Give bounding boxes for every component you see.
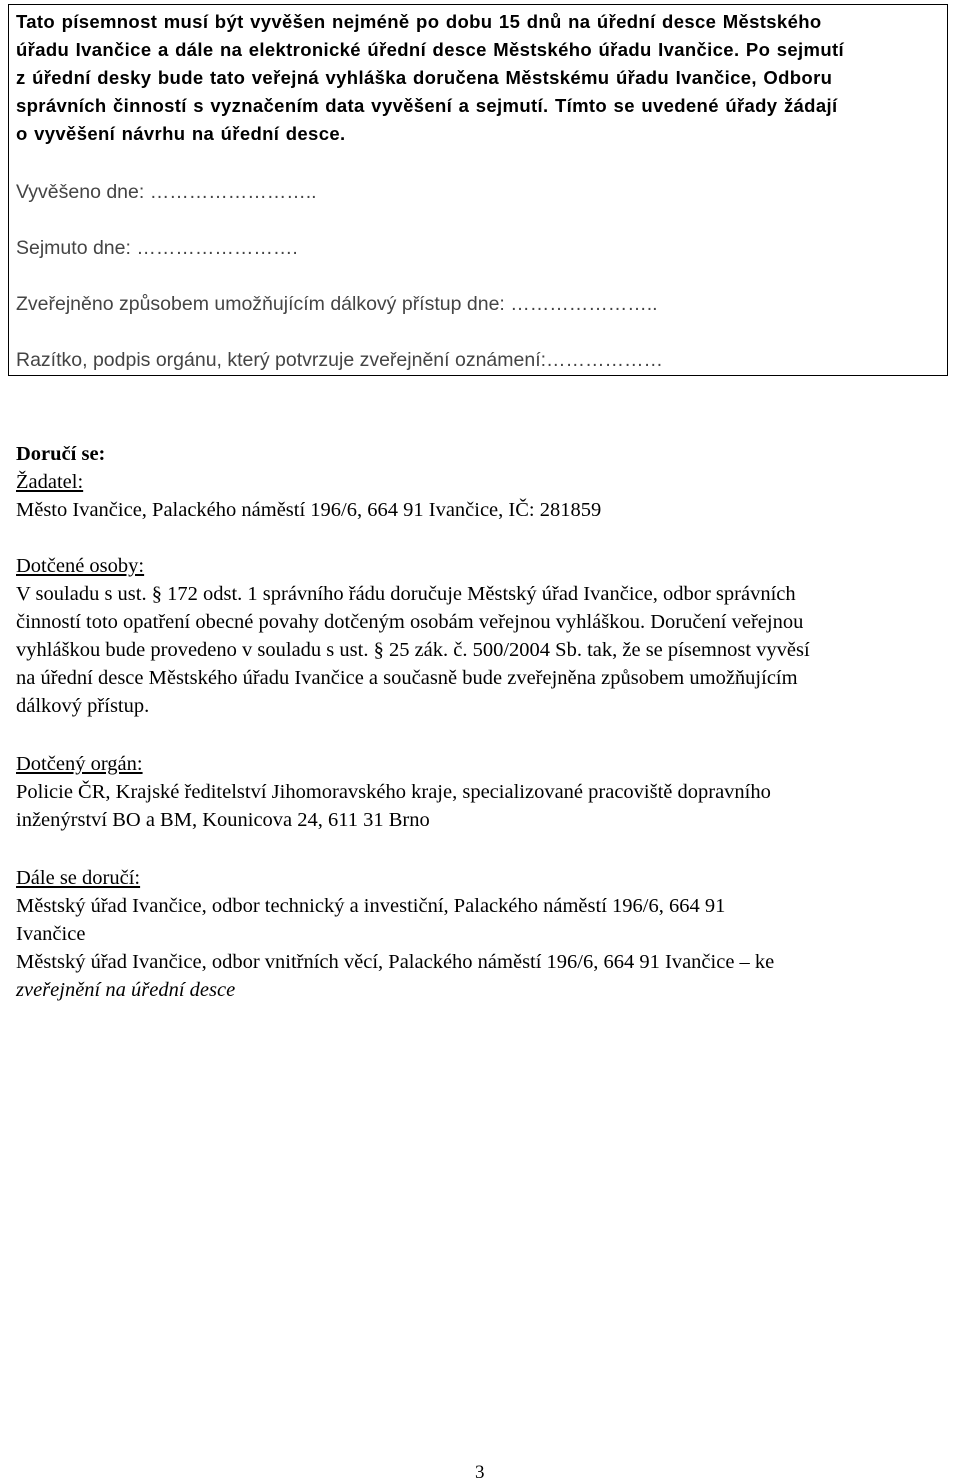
authority-line: inženýrství BO a BM, Kounicova 24, 611 31 Brno [16, 809, 430, 831]
further-italic-line: zveřejnění na úřední desce [16, 979, 236, 1001]
further-line: Městský úřad Ivančice, odbor vnitřních věcí, Palackého náměstí 196/6, 664 91 Ivančice – ke [16, 951, 775, 973]
delivery-heading: Doručí se: [16, 443, 106, 465]
notice-line: Tato písemnost musí být vyvěšen nejméně po dobu 15 dnů na úřední desce Městského [16, 11, 822, 32]
page-number: 3 [475, 1462, 485, 1483]
notice-text [16, 8, 946, 148]
stamp-signature-field: Razítko, podpis orgánu, který potvrzuje zveřejnění oznámení:……………… [16, 349, 664, 371]
affected-label: Dotčené osoby: [16, 555, 145, 577]
further-line: Ivančice [16, 923, 86, 945]
affected-persons-section [16, 552, 956, 720]
delivery-section [16, 440, 956, 524]
applicant-label: Žadatel: [16, 471, 84, 493]
notice-line: z úřední desky bude tato veřejná vyhláška doručena Městskému úřadu Ivančice, Odboru [16, 67, 833, 88]
notice-line: úřadu Ivančice a dále na elektronické úřední desce Městského úřadu Ivančice. Po sejmutí [16, 39, 844, 60]
notice-line: o vyvěšení návrhu na úřední desce. [16, 123, 346, 144]
notice-line: správních činností s vyznačením data vyvěšení a sejmutí. Tímto se uvedené úřady žádají [16, 95, 838, 116]
authority-line: Policie ČR, Krajské ředitelství Jihomoravského kraje, specializované pracoviště dopravního [16, 781, 771, 803]
further-label: Dále se doručí: [16, 867, 141, 889]
further-delivery-section [16, 864, 956, 1004]
affected-line: vyhláškou bude provedeno v souladu s ust. § 25 zák. č. 500/2004 Sb. tak, že se písemnost vyvěsí [16, 639, 810, 661]
further-line: Městský úřad Ivančice, odbor technický a investiční, Palackého náměstí 196/6, 664 91 [16, 895, 726, 917]
posted-date-field: Vyvěšeno dne: …………………….. [16, 181, 317, 203]
affected-line: V souladu s ust. § 172 odst. 1 správního řádu doručuje Městský úřad Ivančice, odbor správních [16, 583, 796, 605]
applicant-address: Město Ivančice, Palackého náměstí 196/6, 664 91 Ivančice, IČ: 281859 [16, 499, 602, 521]
affected-line: činností toto opatření obecné povahy dotčeným osobám veřejnou vyhláškou. Doručení veřejnou [16, 611, 804, 633]
authority-section [16, 750, 956, 834]
removed-date-field: Sejmuto dne: ……………………. [16, 237, 298, 259]
affected-line: dálkový přístup. [16, 695, 150, 717]
published-date-field: Zveřejněno způsobem umožňujícím dálkový přístup dne: ………………….. [16, 293, 658, 315]
affected-line: na úřední desce Městského úřadu Ivančice a současně bude zveřejněna způsobem umožňujícím [16, 667, 798, 689]
authority-label: Dotčený orgán: [16, 753, 143, 775]
